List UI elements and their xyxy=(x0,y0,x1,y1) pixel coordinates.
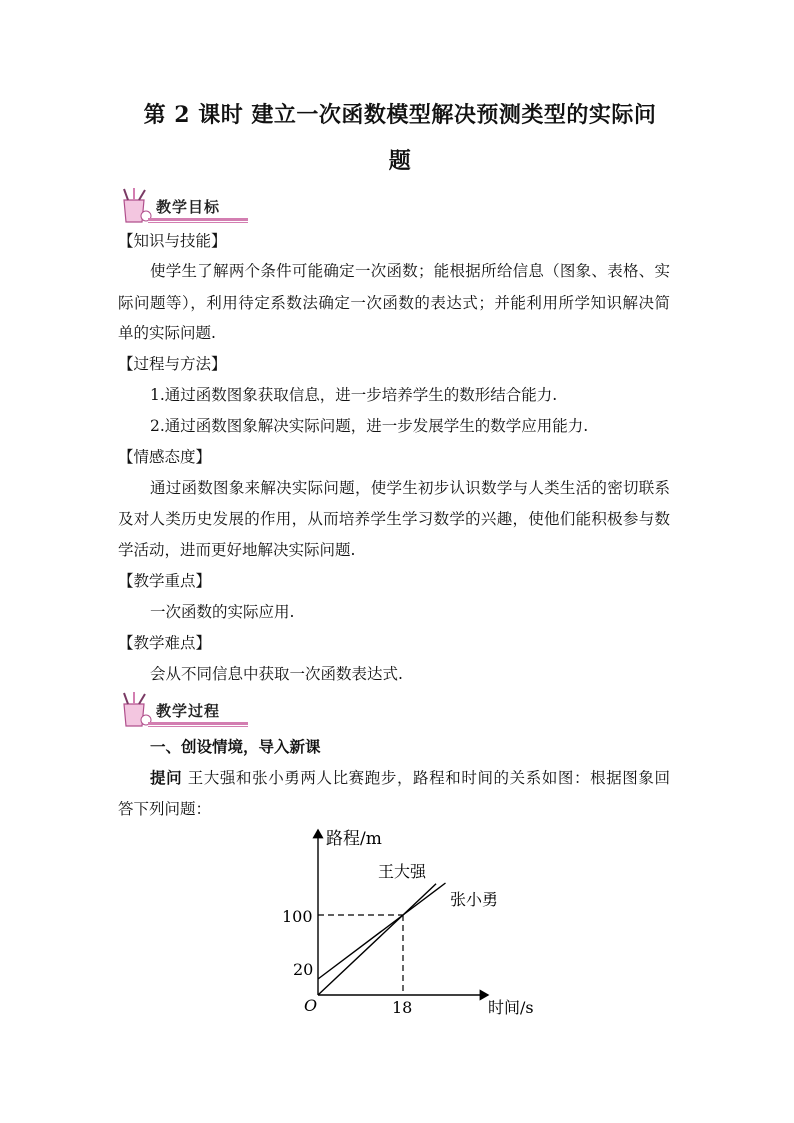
difficulty-text: 会从不同信息中获取一次函数表达式. xyxy=(150,665,403,683)
knowledge-text-2: 际问题等），利用待定系数法确定一次函数的表达式；并能利用所学知识解决简 xyxy=(118,294,670,312)
heading-attitude: 【情感态度】 xyxy=(118,448,212,466)
attitude-text-1: 通过函数图象来解决实际问题，使学生初步认识数学与人类生活的密切联系 xyxy=(150,479,670,497)
question-text-1 xyxy=(150,768,670,788)
badge-underline xyxy=(148,722,248,725)
attitude-text-2: 及对人类历史发展的作用，从而培养学生学习数学的兴趣，使他们能积极参与数 xyxy=(118,510,670,528)
question-text-2: 答下列问题： xyxy=(118,800,212,818)
badge-label: 教学目标 xyxy=(156,198,221,216)
heading-difficulty: 【教学难点】 xyxy=(118,634,212,652)
series-line-zhang xyxy=(318,883,446,979)
series-label-wang: 王大强 xyxy=(378,862,427,881)
knowledge-text-3: 单的实际问题. xyxy=(118,324,216,342)
badge-underline-thin xyxy=(148,726,248,727)
step-heading-1: 一、创设情境，导入新课 xyxy=(150,737,321,756)
key-points-text: 一次函数的实际应用. xyxy=(150,603,295,621)
x-axis-label: 时间/s xyxy=(488,998,534,1017)
series-label-zhang: 张小勇 xyxy=(450,890,499,909)
knowledge-text-1: 使学生了解两个条件可能确定一次函数；能根据所给信息（图象、表格、实 xyxy=(150,262,670,280)
y-tick-label-100: 100 xyxy=(282,907,313,926)
question-label: 提问 xyxy=(150,768,183,787)
heading-knowledge: 【知识与技能】 xyxy=(118,232,227,250)
origin-label: O xyxy=(304,996,318,1015)
heading-key-points: 【教学重点】 xyxy=(118,572,212,590)
section-badge-goals xyxy=(118,186,246,230)
page-title: 第 2 课时 建立一次函数模型解决预测类型的实际问 xyxy=(143,102,657,128)
heading-method: 【过程与方法】 xyxy=(118,355,227,373)
attitude-text-3: 学活动，进而更好地解决实际问题. xyxy=(118,541,356,559)
badge-underline-thin xyxy=(148,222,248,223)
badge-label: 教学过程 xyxy=(156,702,221,720)
series-line-wang xyxy=(318,884,436,995)
method-item-2: 2.通过函数图象解决实际问题，进一步发展学生的数学应用能力. xyxy=(150,417,589,435)
y-axis-label: 路程/m xyxy=(326,829,382,849)
y-tick-label-20: 20 xyxy=(293,960,314,979)
page-title-continued: 题 xyxy=(388,148,412,174)
question-body: 王大强和张小勇两人比赛跑步，路程和时间的关系如图：根据图象回 xyxy=(182,769,670,787)
badge-underline xyxy=(148,218,248,221)
method-item-1: 1.通过函数图象获取信息，进一步培养学生的数形结合能力. xyxy=(150,386,558,404)
section-badge-process xyxy=(118,690,246,734)
x-tick-label-18: 18 xyxy=(392,998,413,1017)
